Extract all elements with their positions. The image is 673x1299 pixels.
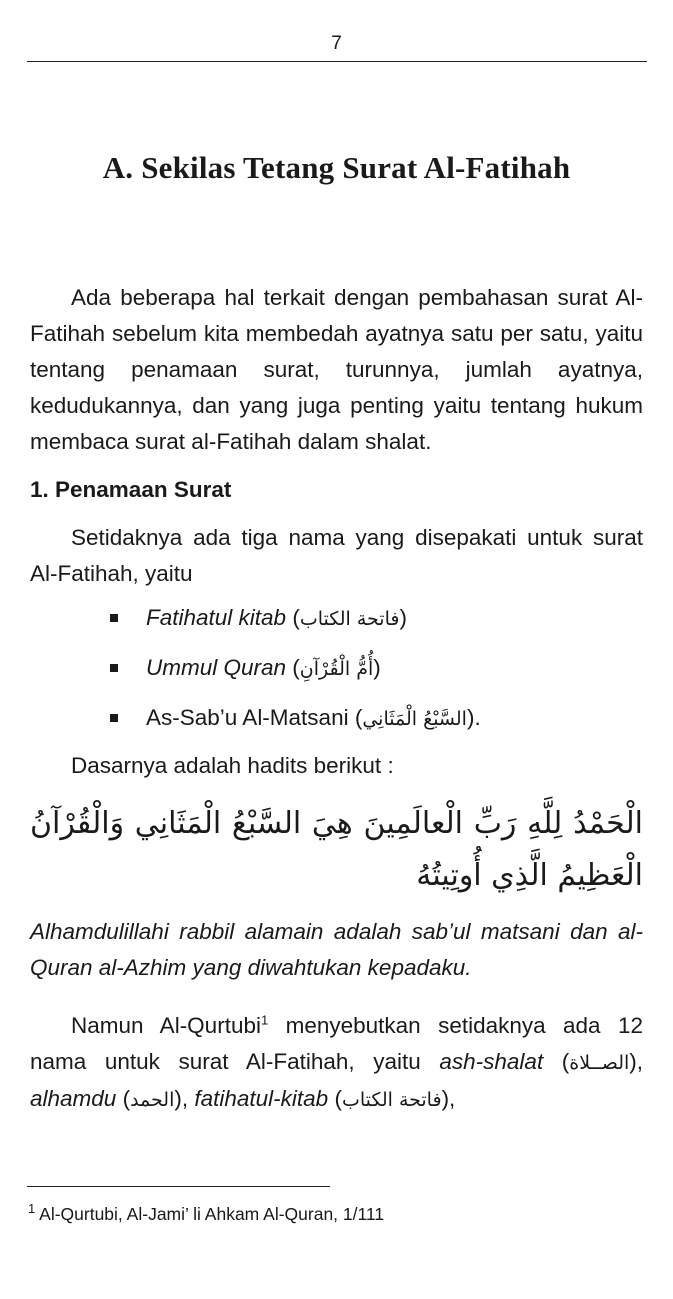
name-latin: Fatihatul kitab [146,605,287,630]
names-intro: Setidaknya ada tiga nama yang disepakati untuk surat Al-Fatihah, yaitu [30,525,643,586]
name-latin: As-Sab’u Al-Matsani [146,705,349,730]
list-item: Fatihatul kitab (فاتحة الكتاب) [110,600,643,637]
list-item: Ummul Quran (أُمُّ الْقُرْآنِ) [110,650,643,687]
page-number: 7 [331,33,342,54]
name-arabic: السَّبْعُ الْمَثَانِي [362,708,467,730]
name-arabic: فاتحة الكتاب [299,608,400,630]
footnote [28,1202,384,1226]
intro-paragraph: Ada beberapa hal terkait dengan pembahasan surat Al-Fatihah sebelum kita membedah ayatnya satu per satu, yaitu tentang penamaan surat, turunnya, jumlah ayatnya, kedudukannya, dan yang juga penting yaitu tentang hukum membaca surat al-Fatihah dalam shalat. [30,285,643,454]
subsection-heading: 1. Penamaan Surat [30,477,232,502]
hadith-intro: Dasarnya adalah hadits berikut : [71,753,394,778]
footnote-reference[interactable]: 1 [260,1012,269,1028]
footnote-divider [27,1186,330,1187]
square-bullet-icon [110,614,118,622]
hadith-arabic: الْحَمْدُ لِلَّهِ رَبِّ الْعالَمِينَ هِيَ السَّبْعُ الْمَثَانِي وَالْقُرْآنُ الْعَظِيمُ الَّذِي أُوتِيتُهُ [30,806,643,893]
square-bullet-icon [110,664,118,672]
name-latin: Ummul Quran [146,655,287,680]
list-item: As-Sab’u Al-Matsani (السَّبْعُ الْمَثَانِي). [110,700,643,737]
main-content [30,280,643,1118]
name-arabic: أُمُّ الْقُرْآنِ [299,658,374,680]
section-title: A. Sekilas Tetang Surat Al-Fatihah [102,150,571,185]
square-bullet-icon [110,714,118,722]
names-list [30,600,643,737]
header-divider [27,61,647,62]
hadith-translation: Alhamdulillahi rabbil alamain adalah sab’ul matsani dan al-Quran al-Azhim yang diwahtukan kepadaku. [30,919,643,980]
qurtubi-paragraph: Namun Al-Qurtubi$^1$ menyebutkan setidaknya ada 12 nama untuk surat Al-Fatihah, yaitu ash-shalat (الصــلاة), alhamdu (الحمد), fatihatul-kitab (فاتحة الكتاب), [30,1012,644,1111]
footnote-text: Al-Qurtubi, Al-Jami’ li Ahkam Al-Quran, 1/111 [39,1204,385,1224]
footnote-number: 1 [28,1201,36,1217]
